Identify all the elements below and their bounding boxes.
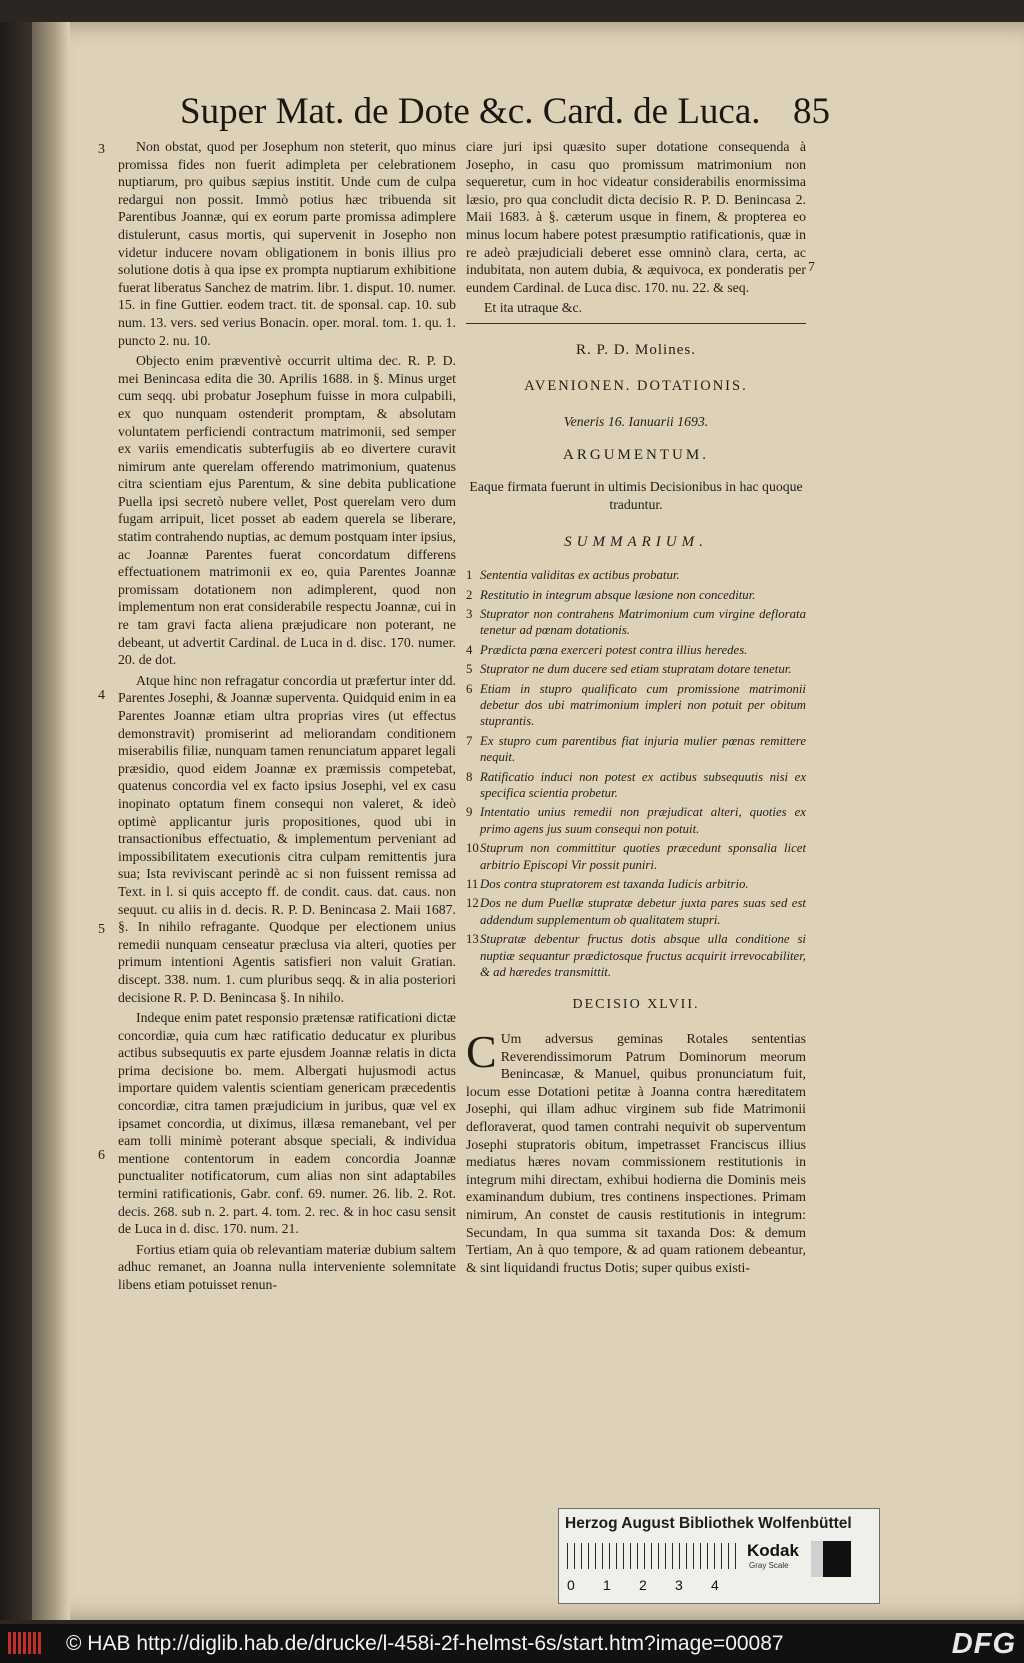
- decision-date: Veneris 16. Ianuarii 1693.: [563, 414, 709, 430]
- summary-text: Stupratæ debentur fructus dotis absque ulla conditione si nuptiæ sequantur prædictosque fructus acquirit irrevocabiliter, & ad hæredes transmittit.: [480, 932, 806, 980]
- summary-number: 13: [466, 932, 479, 947]
- summary-number: 1: [466, 568, 473, 583]
- summary-text: Stuprator non contrahens Matrimonium cum virgine deflorata tenetur ad pœnam dotationis.: [480, 606, 806, 638]
- scale-number: 3: [675, 1577, 683, 1593]
- running-header: [180, 90, 830, 134]
- summary-item: [466, 840, 806, 873]
- scale-number: 1: [603, 1577, 611, 1593]
- decision-heading: DECISIO XLVII.: [572, 997, 700, 1013]
- paragraph: ciare juri ipsi quæsito super dotatione consequenda à Josepho, in casu quo promissum matrimonium non sequeretur, cum in hoc videatur considerabilis enormissima læsio, pro qua concludit dicta decisio R. P. D. Benincasa 2. Maii 1683. à §. cæterum usque in finem, & propterea eo minus locum habere potest præsumptio ratificationis, quæ in re adeò præjudiciali deberet esse omninò clara, certa, ac indubitata, non autem dubia, & æquivoca, ex ponderatis per eundem Cardinal. de Luca disc. 170. nu. 22. & seq.: [466, 139, 806, 295]
- scale-number: 2: [639, 1577, 647, 1593]
- summary-item: [466, 733, 806, 766]
- scale-number: 4: [711, 1577, 719, 1593]
- argument-heading: ARGUMENTUM.: [563, 446, 709, 463]
- summary-number: 12: [466, 896, 479, 911]
- summary-list: [466, 567, 806, 980]
- summary-text: Dos ne dum Puellæ stupratæ debetur juxta pares suas sed est addendum supplementum ob qualitatem stupri.: [480, 896, 806, 927]
- drop-cap: C: [466, 1026, 497, 1078]
- summary-item: [466, 931, 806, 980]
- summary-heading: SUMMARIUM.: [564, 533, 708, 550]
- margin-number: 7: [808, 260, 815, 275]
- summary-item: [466, 895, 806, 928]
- summary-item: [466, 681, 806, 730]
- case-title: AVENIONEN. DOTATIONIS.: [524, 377, 748, 394]
- summary-text: Sententia validitas ex actibus probatur.: [480, 568, 680, 583]
- scale-number: 0: [567, 1577, 575, 1593]
- card-label: Gray Scale: [749, 1561, 789, 1570]
- summary-number: 4: [466, 642, 473, 657]
- summary-text: Ex stupro cum parentibus fiat injuria mulier pœnas remittere nequit.: [480, 733, 806, 765]
- summary-item: [466, 642, 806, 658]
- summary-number: 6: [466, 681, 473, 696]
- ruler-scale: [567, 1577, 747, 1593]
- summary-item: [466, 804, 806, 837]
- margin-number: 4: [98, 688, 105, 703]
- summary-number: 10: [466, 841, 479, 856]
- page-number: 85: [793, 91, 830, 132]
- left-column: [118, 138, 456, 1408]
- paragraph: Fortius etiam quia ob relevantiam materiæ dubium saltem adhuc remanet, an Joanna nulla interveniente solemnitate libens etiam potuisset renun-: [118, 1241, 456, 1292]
- closing-line: Et ita utraque &c.: [484, 300, 583, 316]
- page-gutter: [32, 22, 70, 1620]
- summary-item: [466, 876, 806, 892]
- gray-scale-bar: [567, 1543, 737, 1569]
- viewer-footer: [0, 1624, 1024, 1663]
- summary-item: [466, 606, 806, 639]
- right-column: [466, 138, 806, 1408]
- decision-body: Um adversus geminas Rotales sententias Reverendissimorum Patrum Dominorum meorum Benincasæ, & Manuel, quibus pronunciatum fuit, locum esse Dotationi petitæ à Joanna contra hæreditatem Josephi, qui illam adhuc virginem sub fide Matrimonii defloraverat, quod tamen contrahi nequivit ob superventum Josephi stupratoris obitum, impetrasset Franciscus illius mediatus hæres novam commissionem restitutionis in integrum mihi directam, exhibui hodierna die Dominis meis examinandum dubium, tres continens inspectiones. Primam nimirum, An constet de causis restitutionis in integrum: Secundam, In qua summa sit taxanda Dos: & demum Tertiam, An à quo tempore, & ad quam rationem debeantur, & sint liquidandi fructus Dotis; super quibus existi-: [466, 1031, 806, 1275]
- paragraph: Indeque enim patet responsio prætensæ ratificationi dictæ concordiæ, quia cum hæc ratificatio deducatur ex pluribus actibus subsequutis ex parte ejusdem Joannæ relatis in dicta prima decisione bo. mem. Albergati hujusmodi actus importare quidem valentis scientiam genericam præcedentis concordiæ, citra tamen præjudicium in juribus, quæ vel ex ipsamet concordia, ut diximus, illæsa remanebant, vel per eam tolli minimè poterant absque speciali, & individua mentione contentorum in eadem concordia Joannæ punctualiter notificatorum, cum alias non sint adaptabiles termini ratificationis, Gabr. conf. 69. numer. 26. lib. 2. Rot. decis. 268. sub n. 2. part. 4. tom. 2. rec. & in hoc casu sensit de Luca in d. disc. 170. num. 21.: [118, 1010, 456, 1237]
- summary-text: Dos contra stupratorem est taxanda Iudicis arbitrio.: [480, 877, 749, 891]
- summary-text: Restitutio in integrum absque læsione non conceditur.: [480, 587, 756, 602]
- summary-item: [466, 587, 806, 603]
- summary-text: Etiam in stupro qualificato cum promissione matrimonii debetur dos ubi matrimonium impleri non potuit per obitum stuprantis.: [480, 681, 806, 729]
- summary-number: 8: [466, 769, 473, 784]
- binding-edge: [0, 22, 32, 1620]
- summary-text: Stuprum non committitur quoties præcedunt sponsalia licet arbitrio Episcopi Vir possit puniri.: [480, 841, 806, 872]
- source-url-link[interactable]: © HAB http://diglib.hab.de/drucke/l-458i-2f-helmst-6s/start.htm?image=00087: [66, 1632, 784, 1655]
- paragraph: Objecto enim præventivè occurrit ultima dec. R. P. D. mei Benincasa edita die 30. Aprilis 1688. in §. Minus urget cum seqq. ubi probatur Josephum fuisse in mora culpabili, ex quo nunquam ostenderit promptam, & absolutam voluntatem perficiendi contractum matrimonii, sed semper ex variis emendicatis subterfugiis ab eo divertere curavit nimirum ante querelam offerendo matrimonium, quatenus citra scientiam ejus Parentum, & sine debita publicatione Puella ipsi secretò nubere vellet, Post querelam vero dum fugam arripuit, licet posset ab eadem querela se liberare, statim contrahendo nuptias, ac demum postquam inter ipsius, ac Joannæ Parentes fuerat concordatum differens effectuationem matrimonii ex eo, quia Parentes Joannæ promissam dotationem non adimplerent, quod non implementum non erat considerabile respectu Joannæ, cui in re tam gravi facta aliena præjudicare non poterant, ne debeant, ut advertit Cardinal. de Luca in d. disc. 170. numer. 20. de dot.: [118, 353, 456, 668]
- summary-item: [466, 769, 806, 802]
- hab-barcode-icon: [8, 1632, 42, 1654]
- divider-rule: [466, 323, 806, 324]
- judge-name: R. P. D. Molines.: [576, 341, 696, 358]
- library-color-card: [558, 1508, 880, 1604]
- summary-text: Ratificatio induci non potest ex actibus subsequutis nisi ex specifica scientia probetur.: [480, 769, 806, 800]
- margin-number: 3: [98, 142, 105, 157]
- dfg-logo: DFG: [951, 1628, 1016, 1660]
- paragraph: Atque hinc non refragatur concordia ut præfertur inter dd. Parentes Josephi, & Joannæ superventa. Quidquid enim in ea Parentes Joannæ etiam ultra proprias vires (ut effectus demonstravit) promiserint ad meliorandam conditionem miserabilis filiæ, nunquam tamen renunciatum apparet legali præsidio, quod eidem Joannæ ex præmissis competebat, quatenus concordia vel ex facto ipsius Josephi, vel ex casu inopinato optatum finem consequi non valeret, & ideò optimè applicantur juris propositiones, quod ubi in transactionibus effectuatio, & implementum perveniant ad impossibilitatem executionis citra culpam remittentis jura sua; Ista reviviscant perindè ac si non fuissent remissa ad Text. in l. si quis accepto ff. de condit. caus. dat. caus. non sequut. cu aliis in d. decis. R. P. D. Benincasa 2. Maii 1687. §. In nihilo refragante. Quodque per electionem unius remedii nunquam censeatur præclusa via alteri, quoties per primum intentioni Agentis satisfieri non valuit Gratian. discept. 338. num. 1. cum pluribus seqq. & in alia posteriori decisione R. P. D. Benincasa §. In nihilo.: [118, 672, 456, 1005]
- summary-text: Prædicta pœna exerceri potest contra illius heredes.: [480, 642, 748, 657]
- margin-number: 5: [98, 922, 105, 937]
- margin-number: 6: [98, 1148, 105, 1163]
- decision-text: [466, 1026, 806, 1276]
- paragraph: Non obstat, quod per Josephum non steterit, quo minus promissa fides non fuerit adimpleta per celebrationem nuptiarum, pro quibus sæpius institit. Unde cum de culpa redargui non possit. Immò potius hæc tribuenda sit Parentibus Joannæ, qui ex eorum parte promissa adimplere distulerunt, casus mortis, qui supervenit in Josepho non videtur inducere novam obligationem in bonis illius pro solutione dotis à qua ipse ex prompta nuptiarum exhibitione fuerat liberatus Sanchez de matrim. libr. 1. disput. 10. numer. 15. in fine Guttier. eodem tract. tit. de sponsal. cap. 10. sub num. 13. vers. sed verius Bonacin. oper. moral. tom. 1. qu. 1. puncto 2. nu. 10.: [118, 139, 456, 348]
- black-patch: [811, 1541, 851, 1577]
- summary-item: [466, 567, 806, 583]
- brand-label: Kodak: [747, 1541, 799, 1560]
- summary-number: 9: [466, 805, 473, 820]
- summary-number: 11: [466, 877, 479, 891]
- summary-text: Stuprator ne dum ducere sed etiam stupratam dotare tenetur.: [480, 662, 792, 677]
- library-name: Herzog August Bibliothek Wolfenbüttel: [565, 1515, 852, 1532]
- argument-text: Eaque firmata fuerunt in ultimis Decisionibus in hac quoque traduntur.: [469, 479, 803, 512]
- summary-text: Intentatio unius remedii non præjudicat alteri, quoties ex primo agens jus suum consequi non potuit.: [480, 805, 806, 836]
- summary-number: 2: [466, 587, 473, 602]
- summary-number: 5: [466, 662, 473, 677]
- running-title: Super Mat. de Dote &c. Card. de Luca.: [180, 91, 761, 132]
- summary-number: 3: [466, 606, 473, 621]
- summary-number: 7: [466, 733, 473, 748]
- summary-item: [466, 661, 806, 677]
